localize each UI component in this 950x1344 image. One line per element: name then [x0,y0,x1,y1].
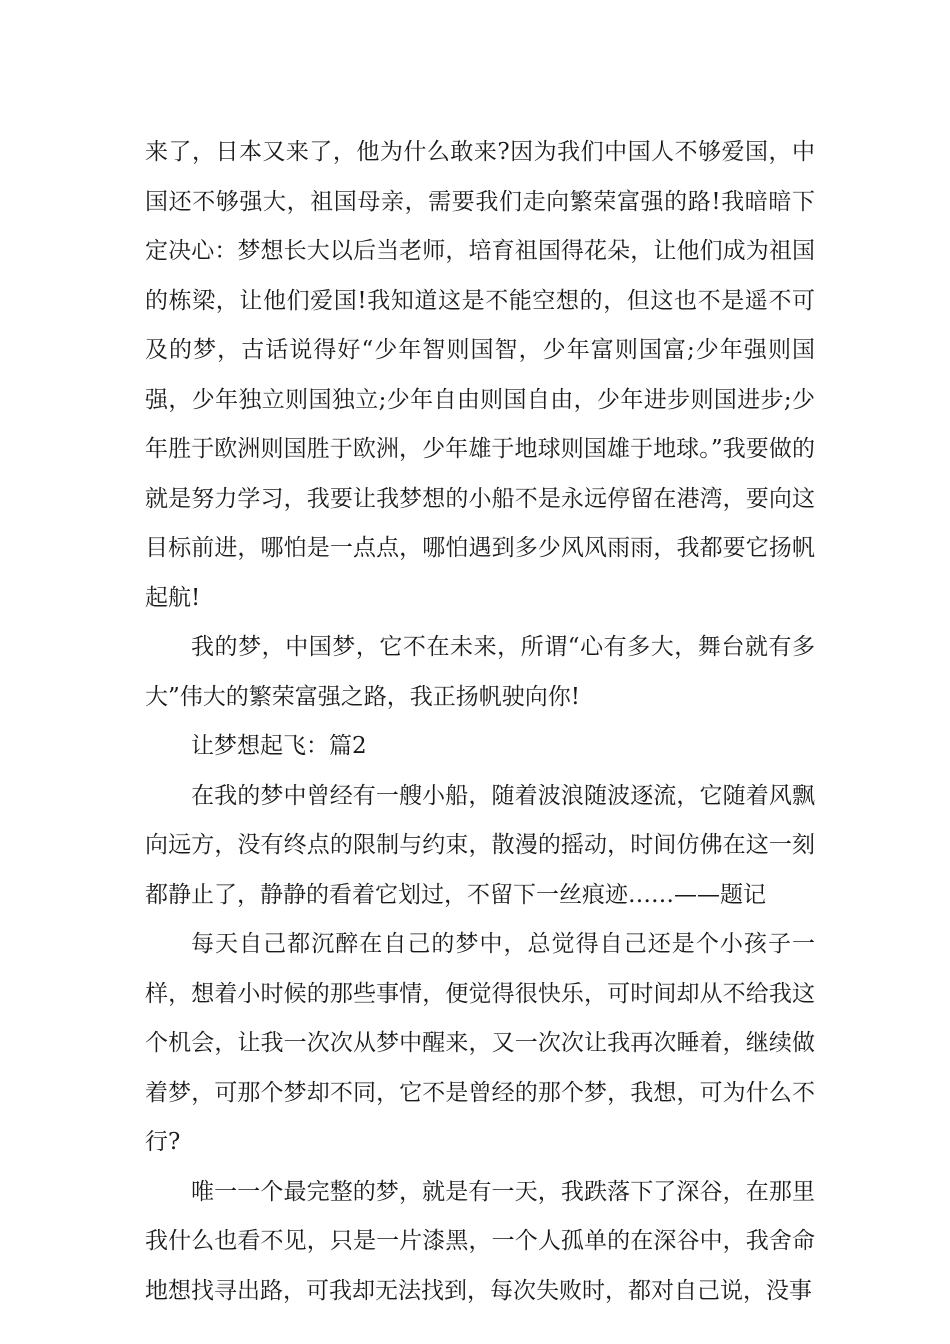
section-heading: 让梦想起飞：篇2 [191,733,367,759]
paragraph-continuation: 来了，日本又来了，他为什么敢来?因为我们中国人不够爱国，中国还不够强大，祖国母亲，需要我们走向繁荣富强的路!我暗暗下定决心：梦想长大以后当老师，培育祖国得花朵，让他们成为祖国的栋梁，让他们爱国!我知道这是不能空想的，但这也不是遥不可及的梦，古话说得好“少年智则国智，少年富则国富;少年强则国强，少年独立则国独立;少年自由则国自由，少年进步则国进步;少年胜于欧洲则国胜于欧洲，少年雄于地球则国雄于地球。”我要做的就是努力学习，我要让我梦想的小船不是永远停留在港湾，要向这目标前进，哪怕是一点点，哪怕遇到多少风风雨雨，我都要它扬帆起航! [145,139,815,611]
paragraph-my-dream: 我的梦，中国梦，它不在未来，所谓“心有多大，舞台就有多大”伟大的繁荣富强之路，我正扬帆驶向你! [145,634,815,710]
paragraph-epigraph: 在我的梦中曾经有一艘小船，随着波浪随波逐流，它随着风飘向远方，没有终点的限制与约束，散漫的摇动，时间仿佛在这一刻都静止了，静静的看着它划过，不留下一丝痕迹……——题记 [145,782,815,908]
paragraph-every-day: 每天自己都沉醉在自己的梦中，总觉得自己还是个小孩子一样，想着小时候的那些事情，便觉得很快乐，可时间却从不给我这个机会，让我一次次从梦中醒来，又一次次让我再次睡着，继续做着梦，可那个梦却不同，它不是曾经的那个梦，我想，可为什么不行? [145,931,815,1155]
document-body [145,128,815,1316]
paragraph-only-dream: 唯一一个最完整的梦，就是有一天，我跌落下了深谷，在那里我什么也看不见，只是一片漆黑，一个人孤单的在深谷中，我舍命地想找寻出路，可我却无法找到，每次失败时，都对自己说，没事 [145,1178,815,1304]
